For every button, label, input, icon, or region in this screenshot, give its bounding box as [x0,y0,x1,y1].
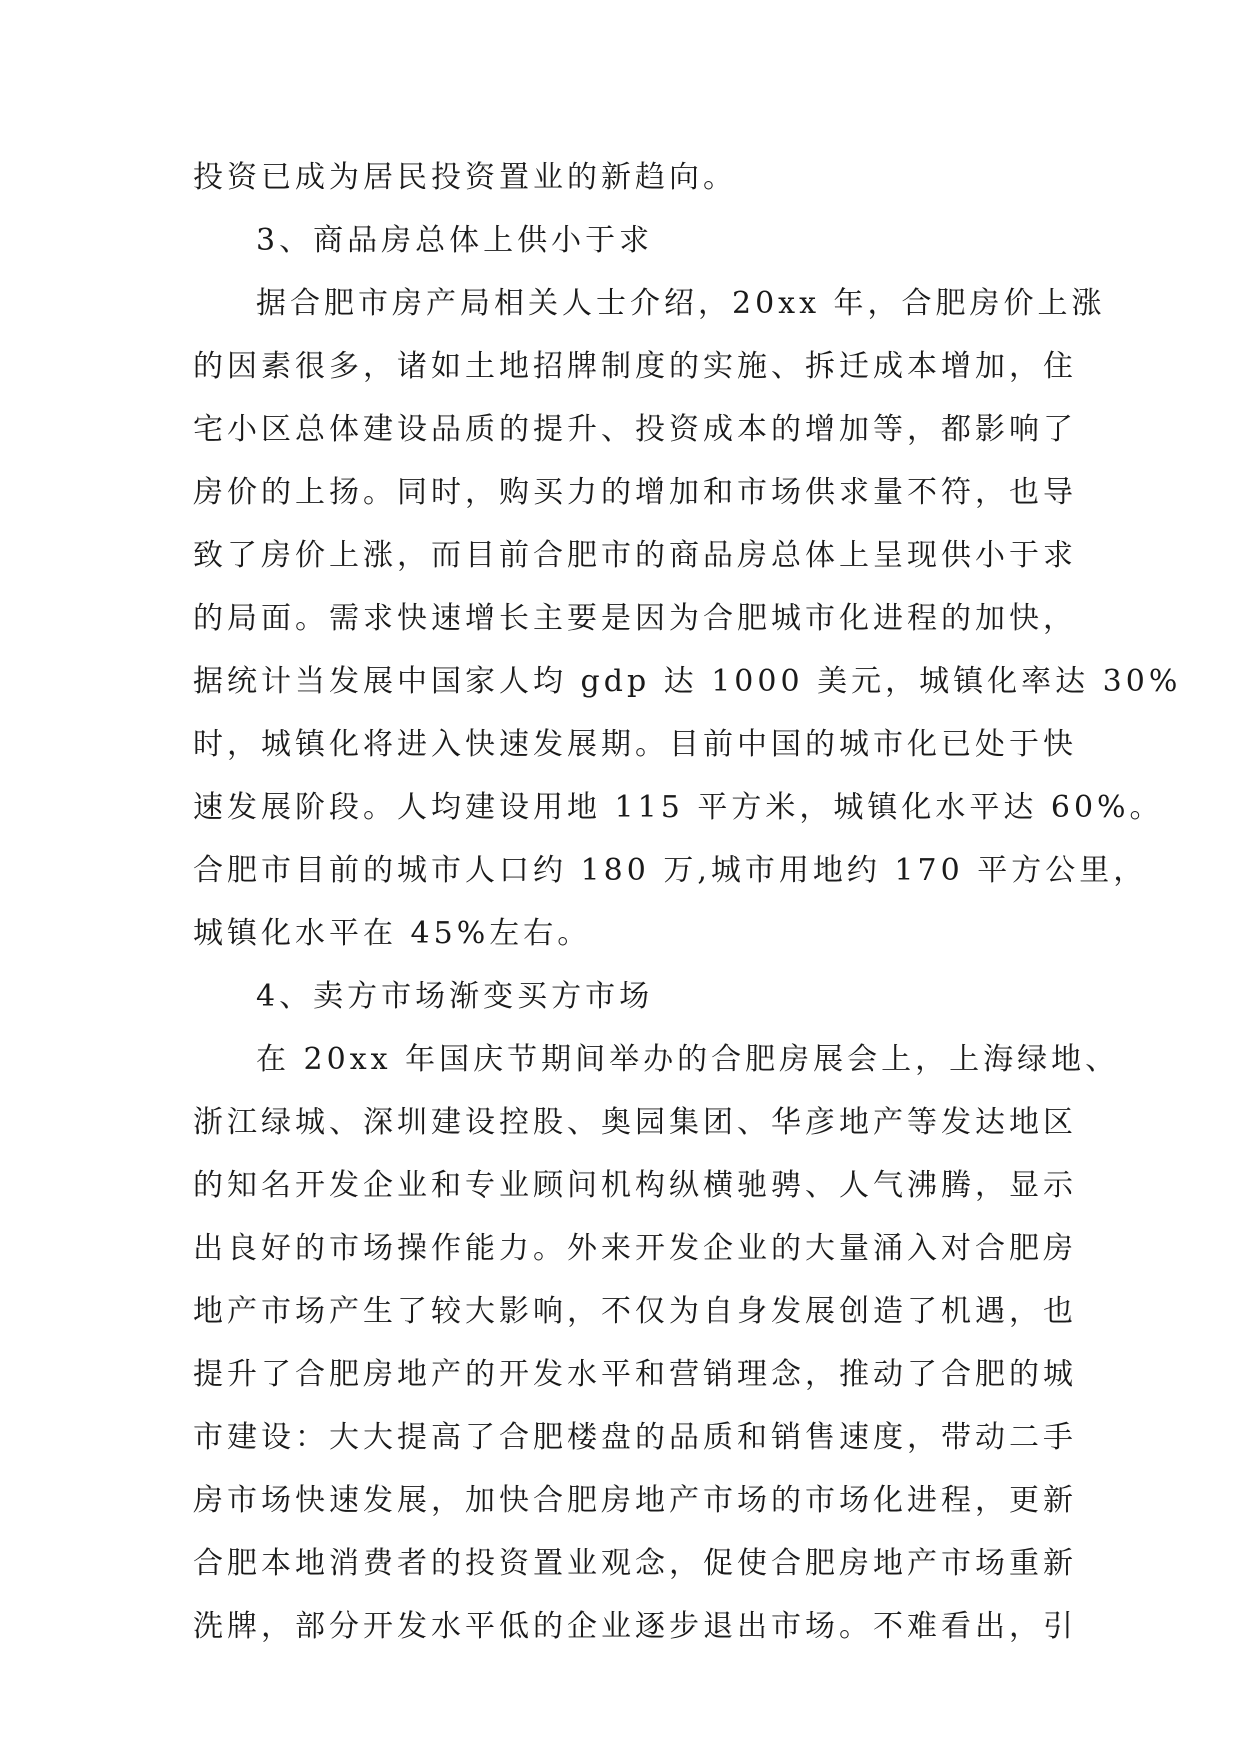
paragraph-line: 时，城镇化将进入快速发展期。目前中国的城市化已处于快 [193,727,1077,762]
paragraph-line: 致了房价上涨，而目前合肥市的商品房总体上呈现供小于求 [193,538,1077,573]
paragraph-line: 城镇化水平在 45%左右。 [193,916,592,951]
paragraph-line: 地产市场产生了较大影响，不仅为自身发展创造了机遇，也 [193,1294,1077,1329]
paragraph-line: 投资已成为居民投资置业的新趋向。 [193,160,737,195]
paragraph-line: 宅小区总体建设品质的提升、投资成本的增加等，都影响了 [193,412,1077,447]
paragraph-line: 市建设：大大提高了合肥楼盘的品质和销售速度，带动二手 [193,1420,1077,1455]
paragraph-line: 洗牌，部分开发水平低的企业逐步退出市场。不难看出，引 [193,1609,1077,1644]
paragraph-line: 房市场快速发展，加快合肥房地产市场的市场化进程，更新 [193,1483,1077,1518]
paragraph-line: 速发展阶段。人均建设用地 115 平方米，城镇化水平达 60%。 [193,790,1164,825]
section-heading-4: 4、卖方市场渐变买方市场 [256,979,654,1014]
paragraph-line: 合肥市目前的城市人口约 180 万,城市用地约 170 平方公里， [193,853,1148,888]
paragraph-line: 出良好的市场操作能力。外来开发企业的大量涌入对合肥房 [193,1231,1077,1266]
paragraph-line: 提升了合肥房地产的开发水平和营销理念，推动了合肥的城 [193,1357,1077,1392]
paragraph-line: 的局面。需求快速增长主要是因为合肥城市化进程的加快， [193,601,1077,636]
paragraph-line: 合肥本地消费者的投资置业观念，促使合肥房地产市场重新 [193,1546,1077,1581]
paragraph-line: 的知名开发企业和专业顾问机构纵横驰骋、人气沸腾，显示 [193,1168,1077,1203]
paragraph-line: 据合肥市房产局相关人士介绍，20xx 年，合肥房价上涨 [256,286,1106,321]
paragraph-line: 的因素很多，诸如土地招牌制度的实施、拆迁成本增加，住 [193,349,1077,384]
paragraph-line: 房价的上扬。同时，购买力的增加和市场供求量不符，也导 [193,475,1077,510]
paragraph-line: 据统计当发展中国家人均 gdp 达 1000 美元，城镇化率达 30% [193,664,1182,699]
paragraph-line: 在 20xx 年国庆节期间举办的合肥房展会上，上海绿地、 [256,1042,1120,1077]
section-heading-3: 3、商品房总体上供小于求 [256,223,654,258]
paragraph-line: 浙江绿城、深圳建设控股、奥园集团、华彦地产等发达地区 [193,1105,1077,1140]
